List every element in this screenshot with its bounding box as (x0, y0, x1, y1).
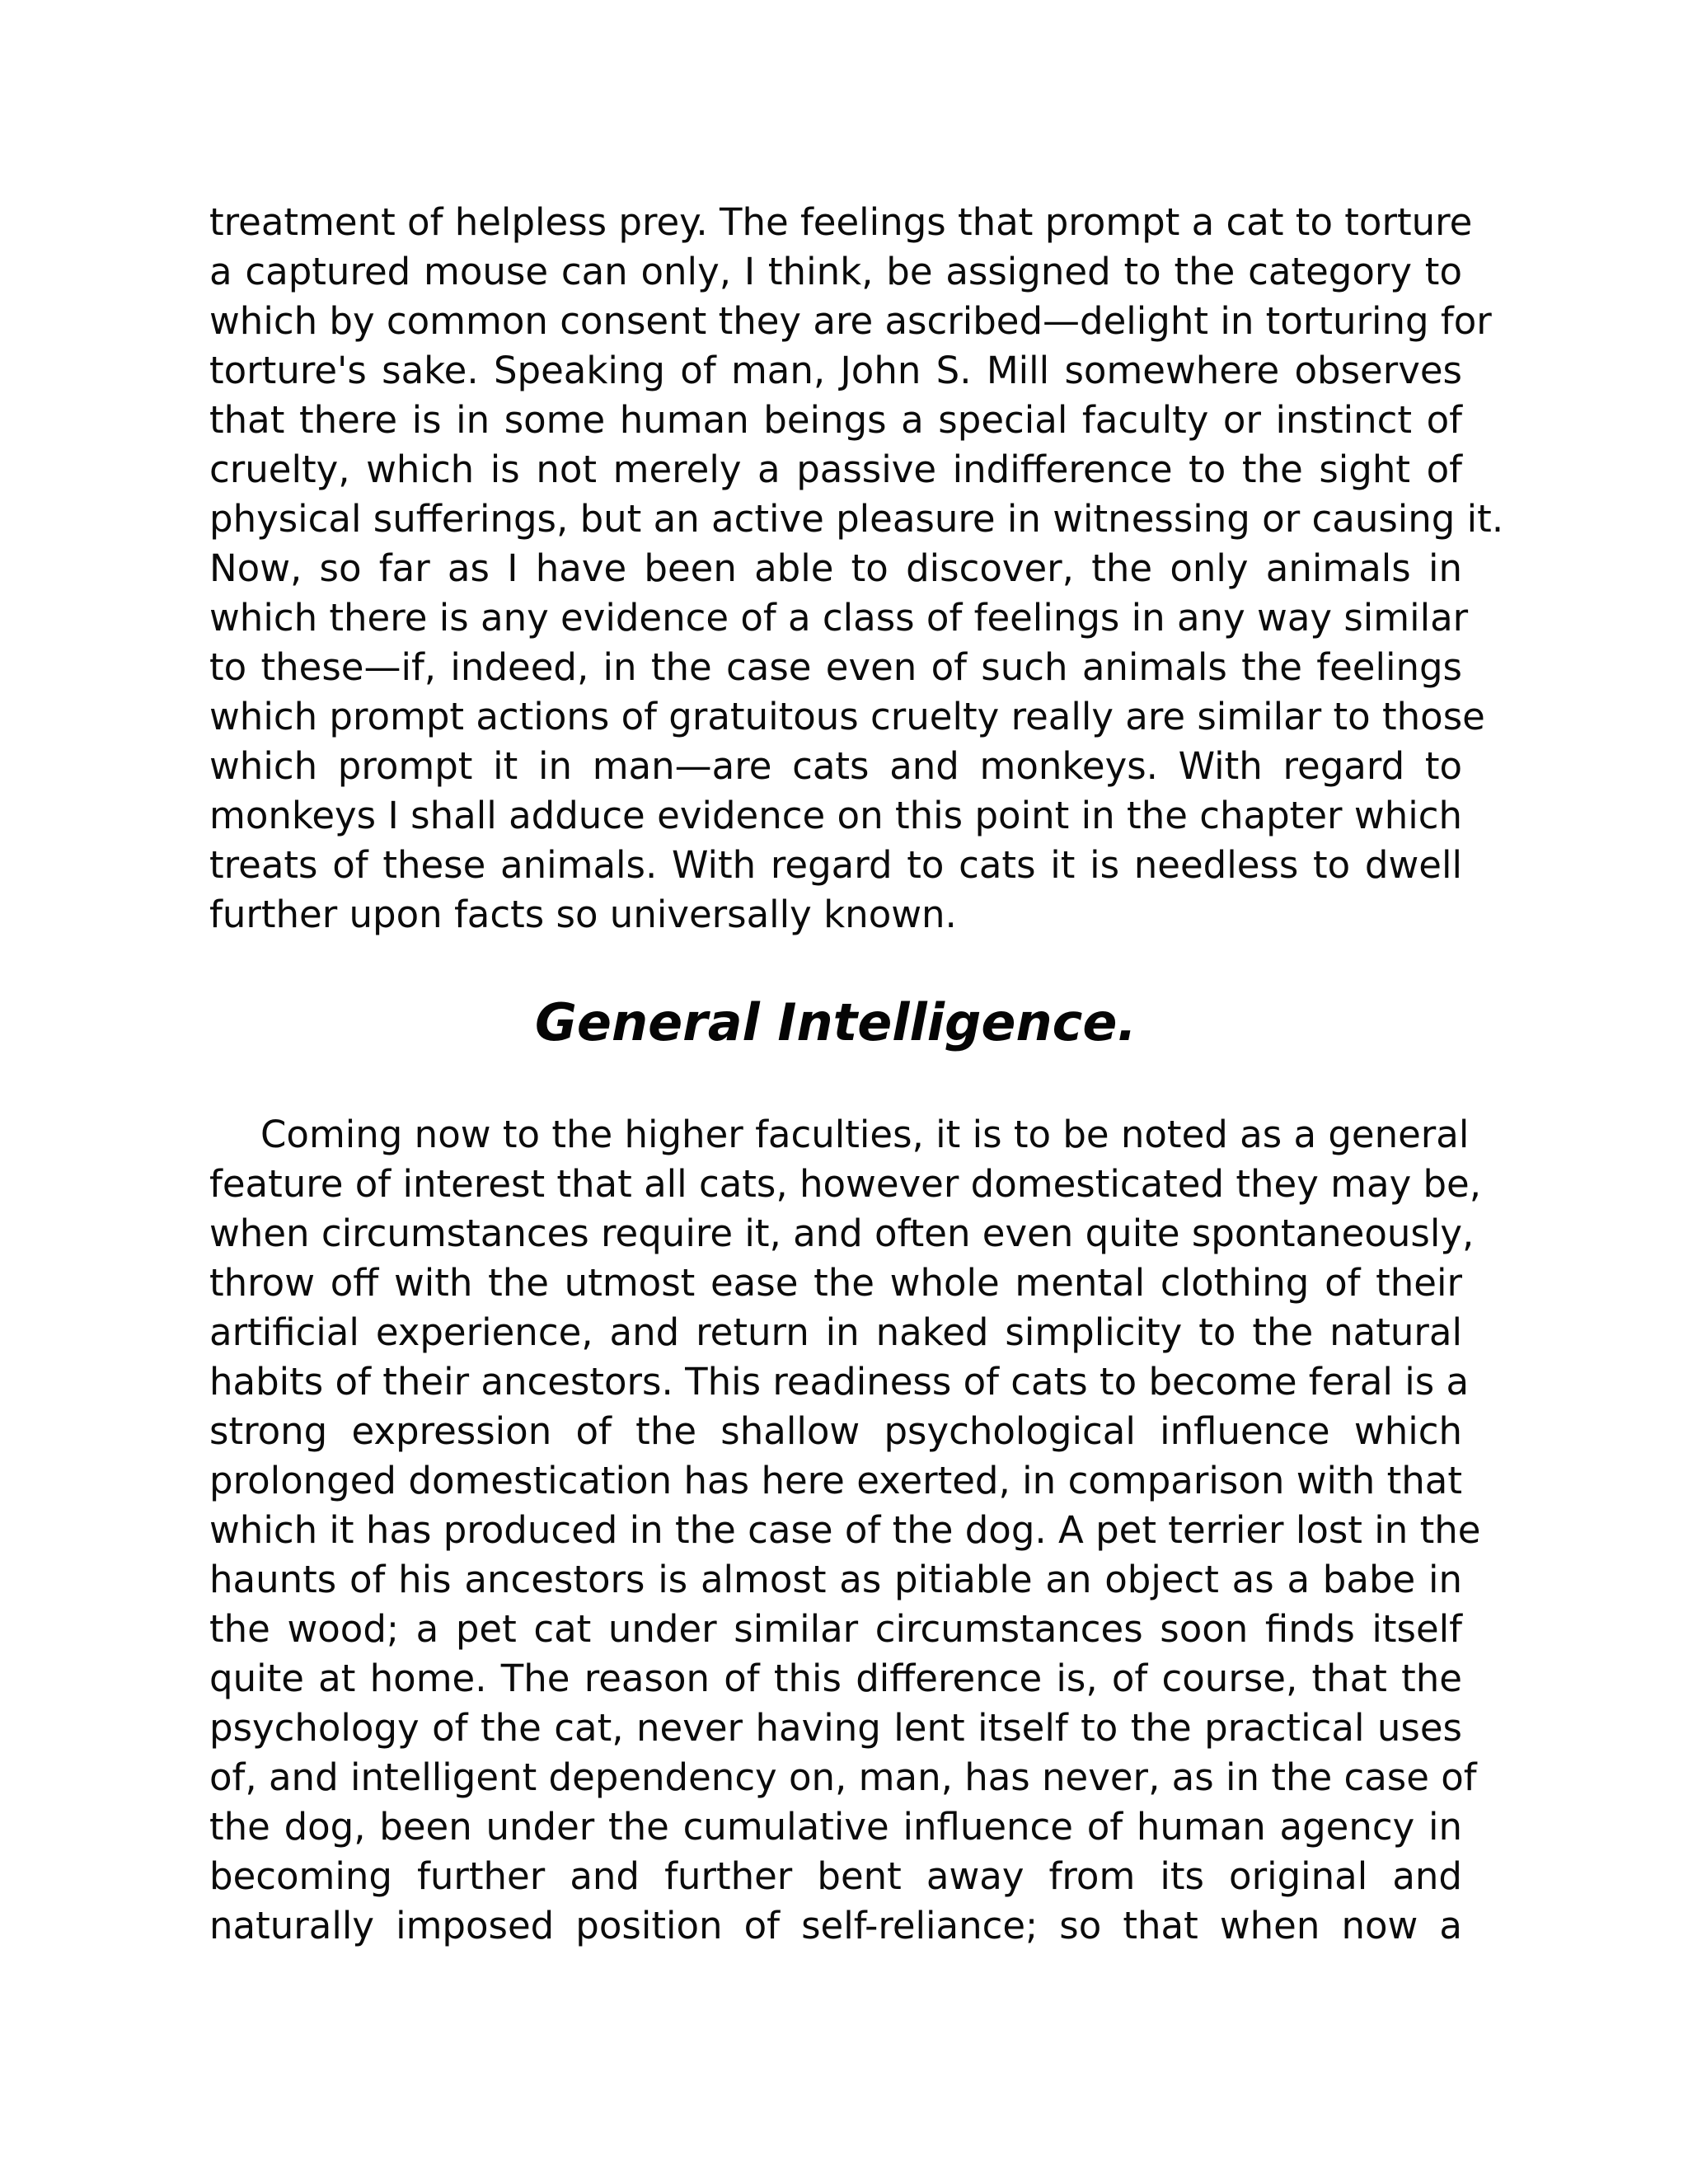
text-line: when circumstances require it, and often even quite spontaneously, (209, 1212, 1475, 1255)
text-line: feature of interest that all cats, however domesticated they may be, (209, 1162, 1482, 1206)
text-line: physical sufferings, but an active pleasure in witnessing or causing it. (209, 497, 1504, 541)
text-line: haunts of his ancestors is almost as pitiable an object as a babe in (209, 1558, 1462, 1601)
section-heading: General Intelligence. (535, 992, 1137, 1052)
text-line: which prompt actions of gratuitous cruelty really are similar to those (209, 695, 1485, 738)
text-line: further upon facts so universally known. (209, 893, 957, 936)
text-line: torture's sake. Speaking of man, John S. Mill somewhere observes (209, 349, 1462, 392)
text-line: a captured mouse can only, I think, be assigned to the category to (209, 250, 1462, 293)
text-line: prolonged domestication has here exerted, in comparison with that (209, 1459, 1462, 1502)
text-line: naturally imposed position of self-reliance; so that when now a (209, 1904, 1462, 1947)
text-line: treatment of helpless prey. The feelings that prompt a cat to torture (209, 200, 1473, 244)
text-line: cruelty, which is not merely a passive indifference to the sight of (209, 448, 1462, 491)
text-line: which prompt it in man—are cats and monkeys. With regard to (209, 744, 1462, 788)
text-line: the dog, been under the cumulative influence of human agency in (209, 1805, 1462, 1849)
text-line: treats of these animals. With regard to cats it is needless to dwell (209, 843, 1462, 887)
text-line: habits of their ancestors. This readiness of cats to become feral is a (209, 1360, 1470, 1404)
text-line: quite at home. The reason of this difference is, of course, that the (209, 1657, 1462, 1700)
text-line: the wood; a pet cat under similar circumstances soon finds itself (209, 1607, 1462, 1651)
text-line: monkeys I shall adduce evidence on this point in the chapter which (209, 794, 1462, 837)
text-line: of, and intelligent dependency on, man, has never, as in the case of (209, 1755, 1477, 1799)
text-line: that there is in some human beings a special faculty or instinct of (209, 398, 1462, 442)
text-line: becoming further and further bent away from its original and (209, 1854, 1462, 1898)
text-line: which it has produced in the case of the dog. A pet terrier lost in the (209, 1508, 1481, 1552)
text-line: Coming now to the higher faculties, it is to be noted as a general (260, 1113, 1470, 1156)
text-line: to these—if, indeed, in the case even of such animals the feelings (209, 645, 1462, 689)
text-line: artificial experience, and return in naked simplicity to the natural (209, 1310, 1462, 1354)
text-line: strong expression of the shallow psychological influence which (209, 1409, 1462, 1453)
body-paragraph-2 (209, 1110, 1482, 1951)
text-line: psychology of the cat, never having lent itself to the practical uses (209, 1706, 1462, 1750)
text-line: which by common consent they are ascribed—delight in torturing for (209, 299, 1492, 343)
text-line: Now, so far as I have been able to discover, the only animals in (209, 546, 1462, 590)
text-line: which there is any evidence of a class of feelings in any way similar (209, 596, 1469, 640)
body-paragraph-1 (209, 198, 1504, 940)
text-line: throw off with the utmost ease the whole mental clothing of their (209, 1261, 1462, 1305)
